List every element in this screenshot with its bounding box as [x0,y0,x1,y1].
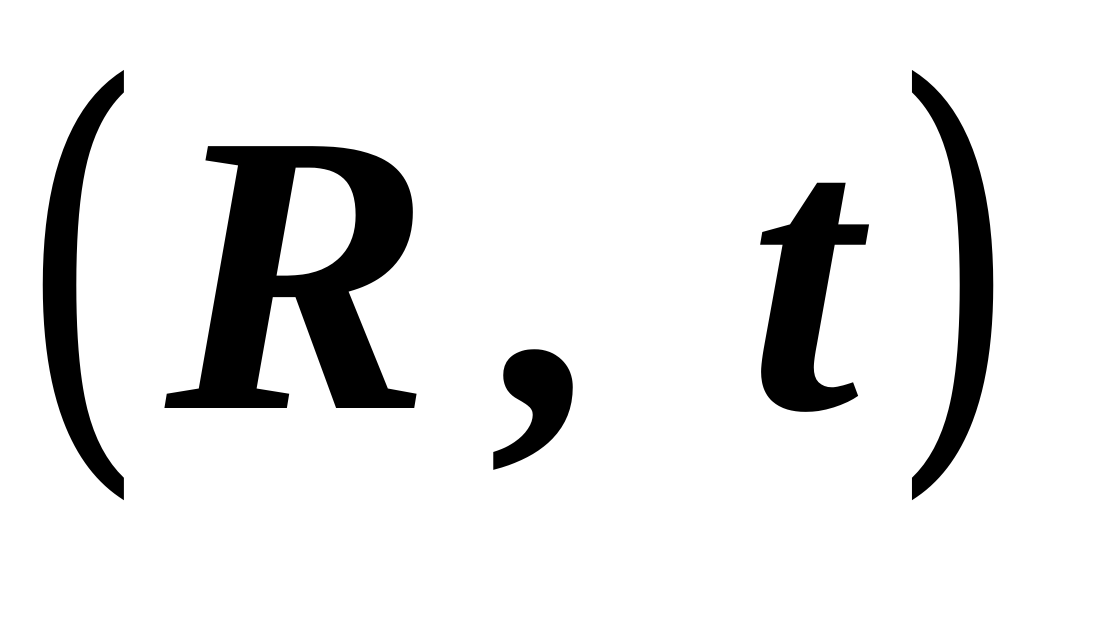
variable-r: R [165,52,432,495]
comma-separator: , [488,52,588,495]
close-parenthesis: ) [888,0,1021,538]
variable-t: t [748,52,860,495]
open-parenthesis: ( [16,0,149,538]
